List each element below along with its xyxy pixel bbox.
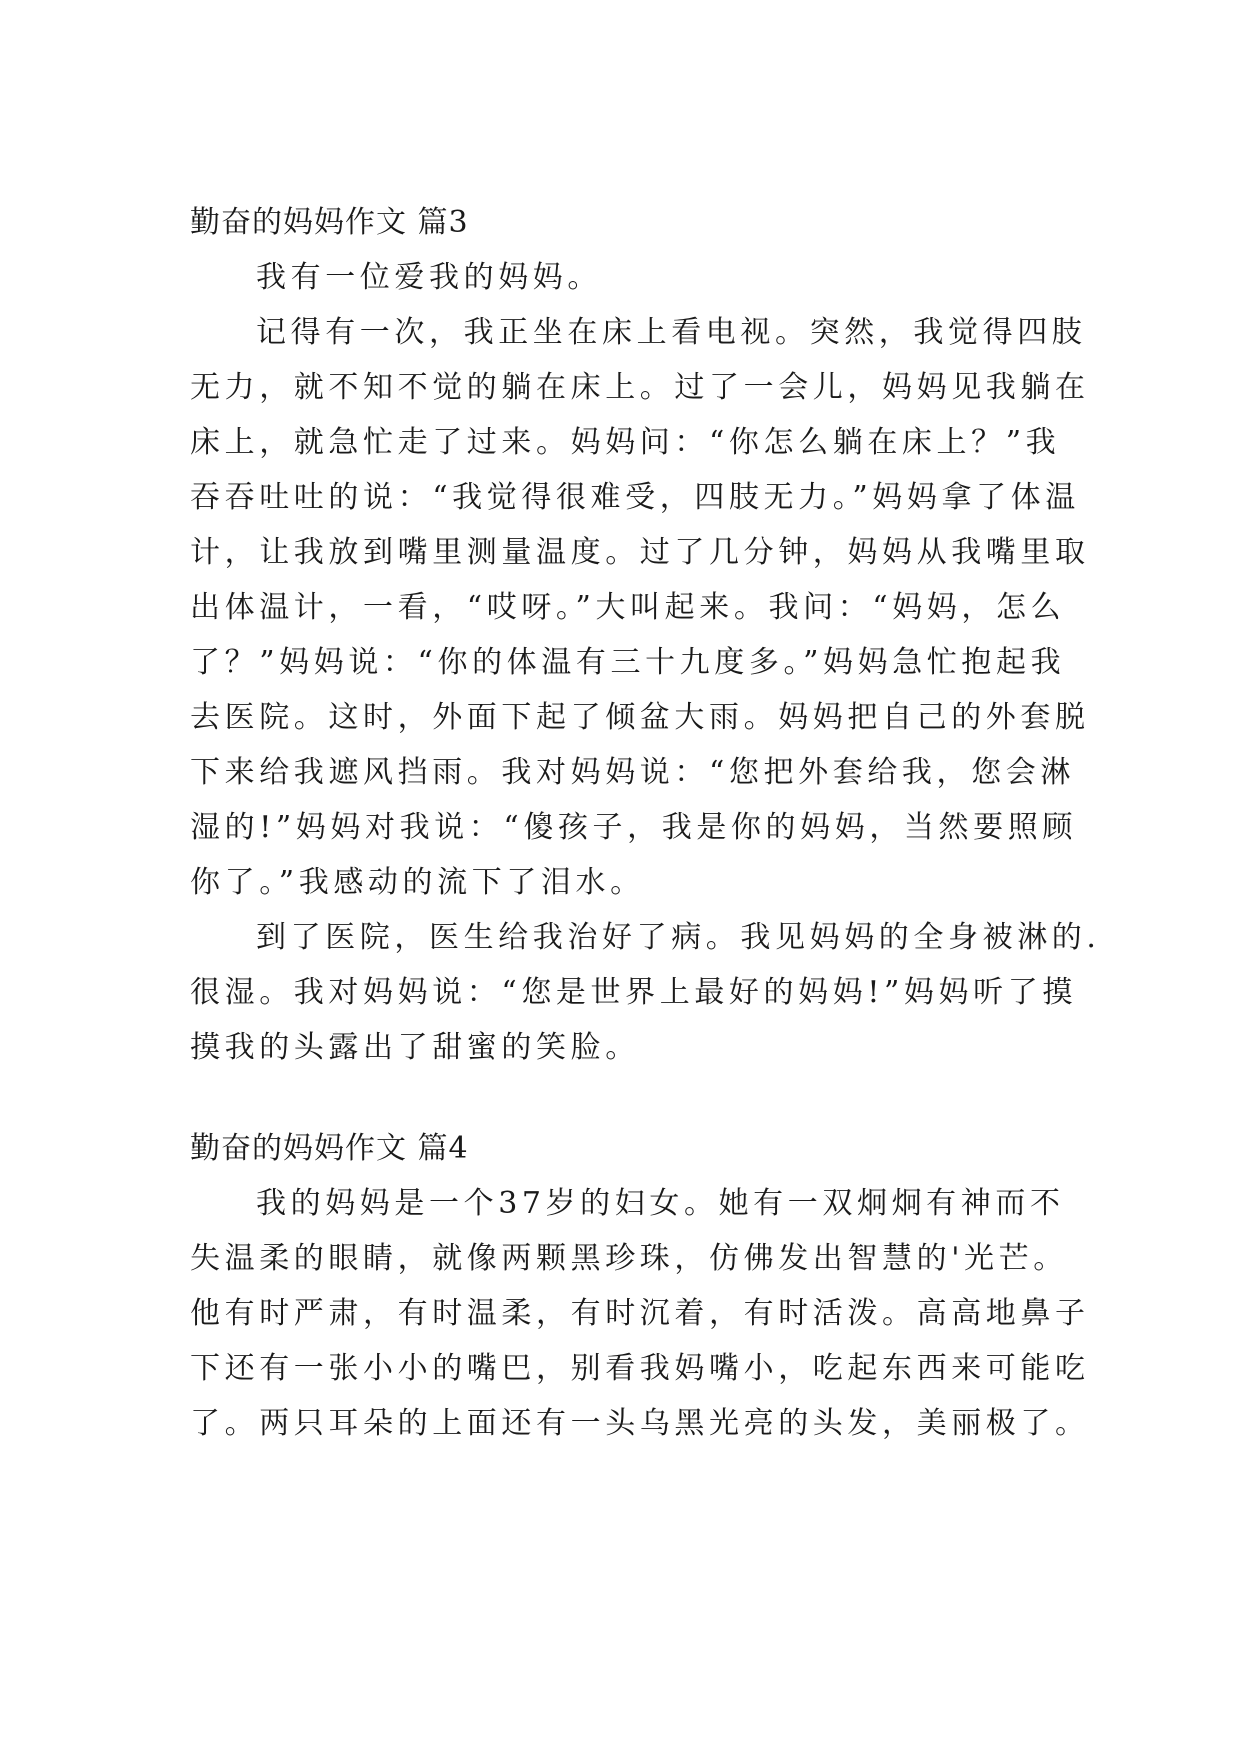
section-title: 勤奋的妈妈作文 篇3 bbox=[190, 205, 469, 240]
paragraph-line: 他有时严肃，有时温柔，有时沉着，有时活泼。高高地鼻子 bbox=[190, 1296, 1090, 1331]
paragraph-line: 吞吞吐吐的说：“我觉得很难受，四肢无力。”妈妈拿了体温 bbox=[190, 480, 1080, 515]
section-title: 勤奋的妈妈作文 篇4 bbox=[190, 1131, 469, 1166]
paragraph-line: 我有一位爱我的妈妈。 bbox=[256, 260, 602, 295]
paragraph-line: 记得有一次，我正坐在床上看电视。突然，我觉得四肢 bbox=[256, 315, 1087, 350]
paragraph-line: 你了。”我感动的流下了泪水。 bbox=[190, 865, 645, 900]
paragraph-line: 去医院。这时，外面下起了倾盆大雨。妈妈把自己的外套脱 bbox=[190, 700, 1090, 735]
paragraph-line: 摸我的头露出了甜蜜的笑脸。 bbox=[190, 1030, 640, 1065]
paragraph-line: 下还有一张小小的嘴巴，别看我妈嘴小，吃起东西来可能吃 bbox=[190, 1351, 1090, 1386]
paragraph-line: 湿的!”妈妈对我说：“傻孩子，我是你的妈妈，当然要照顾 bbox=[190, 810, 1077, 845]
paragraph-line: 下来给我遮风挡雨。我对妈妈说：“您把外套给我，您会淋 bbox=[190, 755, 1075, 790]
paragraph-line: 出体温计，一看，“哎呀。”大叫起来。我问：“妈妈，怎么 bbox=[190, 590, 1066, 625]
paragraph-line: 了。两只耳朵的上面还有一头乌黑光亮的头发，美丽极了。 bbox=[190, 1406, 1090, 1441]
paragraph-line: 床上，就急忙走了过来。妈妈问：“你怎么躺在床上？”我 bbox=[190, 425, 1061, 460]
paragraph-line: 很湿。我对妈妈说：“您是世界上最好的妈妈!”妈妈听了摸 bbox=[190, 975, 1077, 1010]
paragraph-line: 我的妈妈是一个37岁的妇女。她有一双炯炯有神而不 bbox=[256, 1186, 1065, 1221]
paragraph-line: 了？”妈妈说：“你的体温有三十九度多。”妈妈急忙抱起我 bbox=[190, 645, 1066, 680]
paragraph-line: 到了医院，医生给我治好了病。我见妈妈的全身被淋的. bbox=[256, 920, 1101, 955]
paragraph-line: 失温柔的眼睛，就像两颗黑珍珠，仿佛发出智慧的'光芒。 bbox=[190, 1241, 1068, 1276]
paragraph-line: 计，让我放到嘴里测量温度。过了几分钟，妈妈从我嘴里取 bbox=[190, 535, 1090, 570]
paragraph-line: 无力，就不知不觉的躺在床上。过了一会儿，妈妈见我躺在 bbox=[190, 370, 1090, 405]
